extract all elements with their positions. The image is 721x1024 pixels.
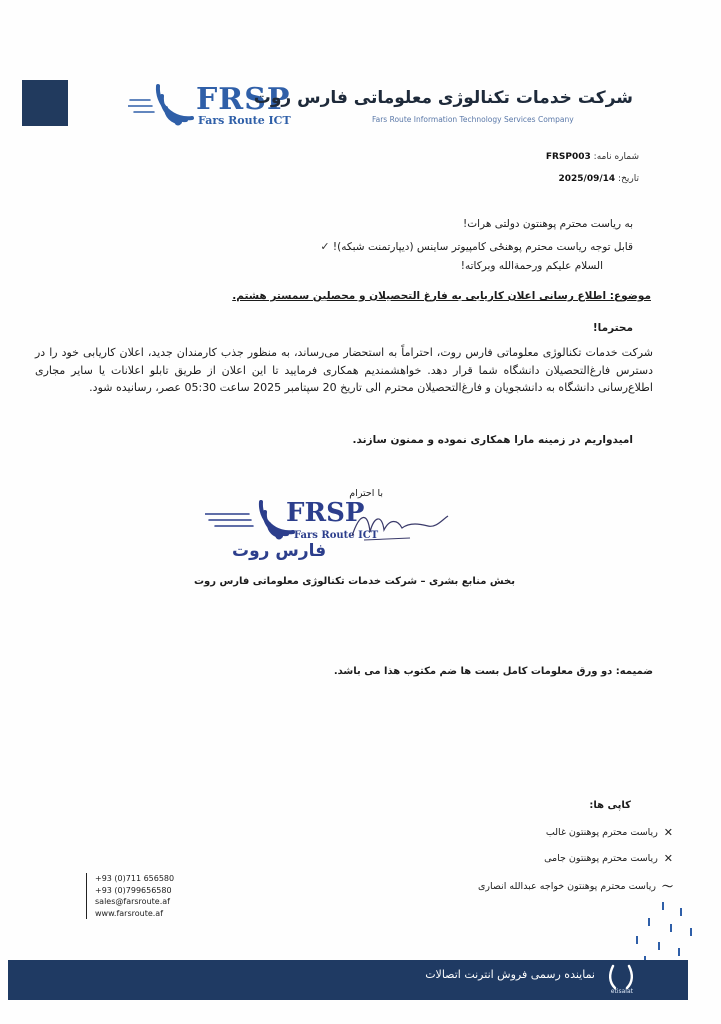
company-name-fa: شرکت خدمات تکنالوژی معلوماتی فارس روت [253,88,633,108]
letter-date-label: تاریخ: [618,174,639,184]
checkmark-icon: ✓ [320,240,330,253]
signer-department: بخش منابع بشری – شرکت خدمات تکنالوژی معلوماتی فارس روت [193,576,515,587]
body-paragraph: شرکت خدمات تکنالوژی معلوماتی فارس روت، احتراماً به استحضار می‌رساند، به منظور جذب کارمندان جدید، اعلان کاریابی خود را در دسترس فارغ‌التحصیلان دانشگاه شما قرار دهد. خواهشمندیم همکاری فرمایید تا این اعلان از طریق تابلو اعلانات یا سایر مجاری اطلاع‌رسانی دانشگاه به دانشجویان و فارغ‌التحصیلان محترم الی تاریخ 20 سپتامبر 2025 ساعت 05:30 عصر، رسانیده شود. [35,346,653,394]
cc-item-text: ریاست محترم پوهنتون خواجه عبدالله انصاری [477,880,656,892]
etisalat-brand: etisalat [610,988,633,995]
letter-number-value: FRSP003 [545,152,591,162]
signature-scribble-icon [350,506,450,546]
cc-item [478,878,673,894]
logo-subtitle: Fars Route ICT [198,114,291,127]
cc-item [544,852,673,865]
cc-label: کاپی ها: [589,800,631,811]
phone-2: +93 (0)799656580 [95,885,172,895]
phone-1: +93 (0)711 656580 [95,874,175,883]
cc-item [546,826,673,839]
contact-block [86,873,174,919]
attention-text: قابل توجه ریاست محترم پوهنځی کامپیوتر ساینس (دیپارتمنت شبکه)! [332,241,633,253]
letter-number-label: شماره نامه: [593,152,639,162]
subject-line: موضوع: اطلاع رسانی اعلان کاریابی به فارغ التحصیلان و محصلین سمستر هشتم. [232,290,651,302]
stamp-text-fa: فارس روت [232,541,327,561]
cc-item-text: ریاست محترم پوهنتون غالب [545,827,658,838]
tick-mark-icon: 〜 [662,880,673,893]
closing-paragraph: امیدواریم در زمینه مارا همکاری نموده و ممنون سازند. [352,434,633,446]
addressee: به ریاست محترم پوهنتون دولتی هرات! [463,218,633,230]
stamp-text: FRSP [286,498,365,528]
attachment-note: ضمیمه: دو ورق معلومات کامل بست ها ضم مکتوب هذا می باشد. [333,666,653,677]
cross-mark-icon: ✕ [663,852,673,865]
email: sales@farsroute.af [95,897,170,906]
letter-date [559,174,640,184]
header-corner-block [22,80,68,126]
greeting: السلام علیکم ورحمةالله وبرکاته! [460,260,603,272]
letter-date-value: 2025/09/14 [558,174,616,184]
attention-line [316,240,633,253]
letter-number [546,152,639,162]
stamp-subtitle: Fars Route ICT [294,530,379,541]
salutation: محترما! [592,322,633,334]
company-name-en: Fars Route Information Technology Services Company [372,115,574,124]
closing-remark: با احترام [349,488,383,499]
footer-text: نماینده رسمی فروش انترنت اتصالات [425,968,595,981]
cross-mark-icon: ✕ [663,826,673,839]
logo-text: FRSP [196,82,291,117]
cc-item-text: ریاست محترم پوهنتون جامی [544,853,658,864]
website: www.farsroute.af [95,908,164,918]
